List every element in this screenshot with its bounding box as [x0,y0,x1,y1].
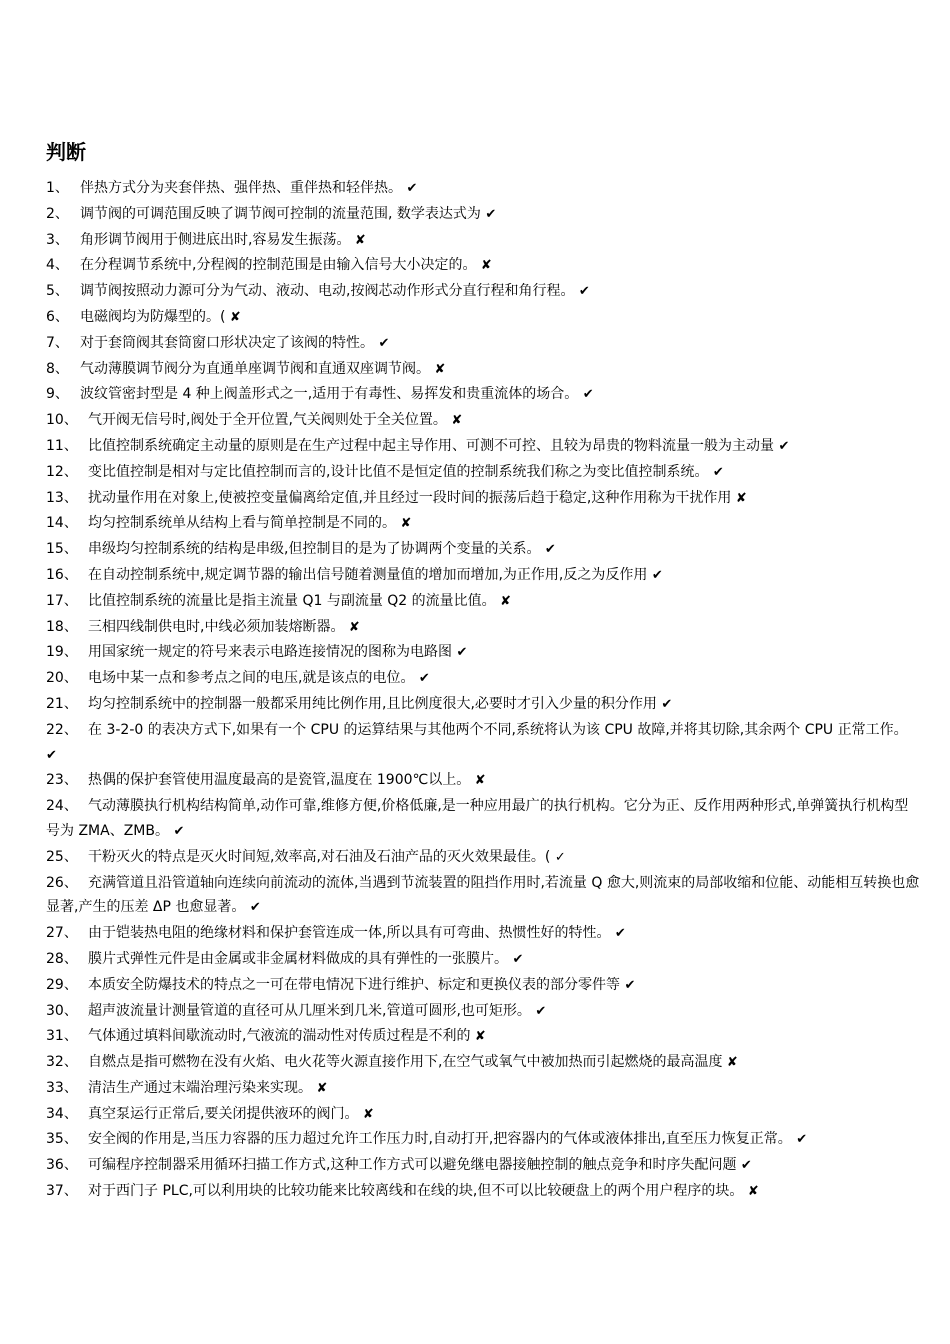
item-text: 串级均匀控制系统的结构是串级,但控制目的是为了协调两个变量的关系。 [88,541,541,558]
list-item [46,511,920,537]
list-item [46,947,920,973]
item-number: 26、 [46,874,78,891]
cross-mark-icon: ✘ [474,1029,486,1045]
item-text: 气动薄膜调节阀分为直通单座调节阀和直通双座调节阀。 [80,360,430,377]
cross-mark-icon: ✘ [229,309,241,325]
list-item [46,1024,920,1050]
item-number: 33、 [46,1079,78,1096]
item-text: 扰动量作用在对象上,使被控变量偏离给定值,并且经过一段时间的振荡后趋于稳定,这种作用称为干扰作用 [88,489,732,506]
item-number: 10、 [46,412,78,429]
cross-mark-icon: ✘ [500,593,512,609]
item-number: 6、 [46,308,69,325]
item-number: 23、 [46,772,78,789]
check-mark-icon: ✔ [544,542,556,558]
item-text: 在分程调节系统中,分程阀的控制范围是由输入信号大小决定的。 [80,257,477,274]
item-number: 7、 [46,334,69,351]
item-number: 21、 [46,695,78,712]
list-item [46,999,920,1025]
document-page [46,138,920,1205]
list-item [46,434,920,460]
item-text: 超声波流量计测量管道的直径可从几厘米到几米,管道可圆形,也可矩形。 [88,1002,531,1019]
check-mark-icon: ✔ [624,977,636,993]
item-text: 气动薄膜执行机构结构简单,动作可靠,维修方便,价格低廉,是一种应用最广的执行机构。它分为正、反作用两种形式,单弹簧执行机构型号为 ZMA、ZMB。 [46,798,909,839]
check-mark-icon: ✔ [173,823,185,839]
list-item [46,1050,920,1076]
item-text: 清洁生产通过末端治理污染来实现。 [88,1079,312,1096]
item-text: 由于铠装热电阻的绝缘材料和保护套管连成一体,所以具有可弯曲、热惯性好的特性。 [88,925,611,942]
check-mark-icon: ✔ [796,1132,808,1148]
item-text: 电磁阀均为防爆型的。( [80,308,226,325]
item-text: 在 3-2-0 的表决方式下,如果有一个 CPU 的运算结果与其他两个不同,系统将认为该 CPU 故障,并将其切除,其余两个 CPU 正常工作。 [88,721,908,738]
check-mark-icon: ✔ [578,284,590,300]
item-number: 19、 [46,644,78,661]
list-item [46,871,920,922]
list-item [46,794,920,845]
item-text: 均匀控制系统单从结构上看与简单控制是不同的。 [88,515,396,532]
item-text: 均匀控制系统中的控制器一般都采用纯比例作用,且比例度很大,必要时才引入少量的积分作用 [88,695,657,712]
check-mark-icon: ✔ [712,464,724,480]
item-text: 自燃点是指可燃物在没有火焰、电火花等火源直接作用下,在空气或氧气中被加热而引起燃烧的最高温度 [88,1054,723,1071]
check-mark-icon: ✔ [456,645,468,661]
item-text: 气开阀无信号时,阀处于全开位置,气关阀则处于全关位置。 [88,412,447,429]
item-number: 9、 [46,386,69,403]
check-mark-icon: ✔ [406,181,418,196]
check-mark-icon: ✔ [418,671,430,687]
item-text: 可编程序控制器采用循环扫描工作方式,这种工作方式可以避免继电器接触控制的触点竞争和时序失配问题 [88,1157,737,1174]
list-item [46,615,920,641]
question-list [46,176,920,1205]
item-number: 34、 [46,1105,78,1122]
cross-mark-icon: ✘ [474,773,486,789]
list-item [46,279,920,305]
cross-mark-icon: ✘ [316,1080,328,1096]
cross-mark-icon: ✘ [480,258,492,274]
check-mark-icon: ✔ [378,335,390,351]
item-number: 4、 [46,257,69,274]
check-mark-icon: ✔ [661,696,673,712]
item-text: 调节阀按照动力源可分为气动、液动、电动,按阀芯动作形式分直行程和角行程。 [80,283,575,300]
item-number: 11、 [46,437,78,454]
list-item [46,305,920,331]
item-number: 8、 [46,360,69,377]
check-mark-icon: ✔ [614,926,626,942]
item-number: 15、 [46,541,78,558]
list-item [46,973,920,999]
check-mark-icon: ✔ [535,1003,547,1019]
item-text: 比值控制系统的流量比是指主流量 Q1 与副流量 Q2 的流量比值。 [88,592,496,609]
item-number: 12、 [46,463,78,480]
list-item [46,1179,920,1205]
cross-mark-icon: ✘ [747,1184,759,1200]
check-mark-icon: ✔ [512,951,524,967]
item-number: 27、 [46,925,78,942]
item-number: 3、 [46,231,69,248]
item-number: 25、 [46,848,78,865]
list-item [46,563,920,589]
cross-mark-icon: ✘ [400,516,412,532]
check-mark-icon: ✔ [249,900,261,916]
cross-mark-icon: ✘ [726,1055,738,1071]
list-item [46,357,920,383]
item-text: 用国家统一规定的符号来表示电路连接情况的图称为电路图 [88,644,452,661]
item-number: 22、 [46,721,78,738]
list-item [46,408,920,434]
cross-mark-icon: ✘ [735,490,747,506]
item-text: 真空泵运行正常后,要关闭提供液环的阀门。 [88,1105,359,1122]
cross-mark-icon: ✘ [348,619,360,635]
check-mark-icon: ✔ [582,387,594,403]
item-number: 14、 [46,515,78,532]
item-number: 35、 [46,1131,78,1148]
item-number: 18、 [46,618,78,635]
item-text: 干粉灭火的特点是灭火时间短,效率高,对石油及石油产品的灭火效果最佳。( [88,848,551,865]
list-item [46,382,920,408]
item-text: 在自动控制系统中,规定调节器的输出信号随着测量值的增加而增加,为正作用,反之为反作用 [88,566,648,583]
item-number: 13、 [46,489,78,506]
list-item [46,768,920,794]
list-item [46,718,920,769]
list-item [46,202,920,228]
item-text: 伴热方式分为夹套伴热、强伴热、重伴热和轻伴热。 [80,180,402,196]
item-text: 安全阀的作用是,当压力容器的压力超过允许工作压力时,自动打开,把容器内的气体或液体排出,直至压力恢复正常。 [88,1131,792,1148]
cross-mark-icon: ✘ [434,361,446,377]
list-item [46,640,920,666]
list-item [46,921,920,947]
list-item [46,331,920,357]
item-text: 电场中某一点和参考点之间的电压,就是该点的电位。 [88,670,415,687]
item-number: 5、 [46,283,69,300]
cross-mark-icon: ✘ [354,232,366,248]
item-number: 17、 [46,592,78,609]
item-text: 气体通过填料间歇流动时,气液流的湍动性对传质过程是不利的 [88,1028,471,1045]
check-mark-icon: ✔ [740,1158,752,1174]
item-text: 角形调节阀用于侧进底出时,容易发生振荡。 [80,231,351,248]
item-text: 调节阀的可调范围反映了调节阀可控制的流量范围, 数学表达式为 [80,205,481,222]
item-number: 16、 [46,566,78,583]
list-item [46,253,920,279]
item-text: 波纹管密封型是 4 种上阀盖形式之一,适用于有毒性、易挥发和贵重流体的场合。 [80,386,579,403]
section-title: 判断 [46,140,86,164]
check-mark-icon: ✓ [554,849,566,865]
cross-mark-icon: ✘ [451,413,463,429]
list-item [46,176,920,202]
item-text: 对于套筒阀其套筒窗口形状决定了该阀的特性。 [80,334,374,351]
list-item [46,1127,920,1153]
item-text: 膜片式弹性元件是由金属或非金属材料做成的具有弹性的一张膜片。 [88,950,508,967]
list-item [46,486,920,512]
check-mark-icon: ✔ [46,747,57,763]
item-text: 热偶的保护套管使用温度最高的是瓷管,温度在 1900℃以上。 [88,772,471,789]
cross-mark-icon: ✘ [362,1106,374,1122]
check-mark-icon: ✔ [485,206,497,222]
list-item [46,460,920,486]
item-text: 充满管道且沿管道轴向连续向前流动的流体,当遇到节流装置的阻挡作用时,若流量 Q 愈大,则流束的局部收缩和位能、动能相互转换也愈显著,产生的压差 ΔP 也愈显著。 [46,874,920,916]
item-number: 37、 [46,1183,78,1200]
item-number: 32、 [46,1054,78,1071]
item-text: 变比值控制是相对与定比值控制而言的,设计比值不是恒定值的控制系统我们称之为变比值控制系统。 [88,463,709,480]
check-mark-icon: ✔ [651,567,663,583]
item-text: 比值控制系统确定主动量的原则是在生产过程中起主导作用、可测不可控、且较为昂贵的物料流量一般为主动量 [88,437,774,454]
item-number: 28、 [46,950,78,967]
item-text: 三相四线制供电时,中线必须加装熔断器。 [88,618,345,635]
item-number: 30、 [46,1002,78,1019]
list-item [46,537,920,563]
item-number: 29、 [46,976,78,993]
item-number: 20、 [46,670,78,687]
item-number: 24、 [46,798,78,815]
list-item [46,228,920,254]
item-number: 1、 [46,180,69,196]
list-item [46,589,920,615]
check-mark-icon: ✔ [778,438,790,454]
list-item [46,1153,920,1179]
list-item [46,845,920,871]
item-number: 36、 [46,1157,78,1174]
list-item [46,666,920,692]
list-item [46,1076,920,1102]
item-text: 对于西门子 PLC,可以利用块的比较功能来比较离线和在线的块,但不可以比较硬盘上的两个用户程序的块。 [88,1183,744,1200]
item-number: 31、 [46,1028,78,1045]
item-number: 2、 [46,205,69,222]
item-text: 本质安全防爆技术的特点之一可在带电情况下进行维护、标定和更换仪表的部分零件等 [88,976,620,993]
list-item [46,692,920,718]
list-item [46,1102,920,1128]
